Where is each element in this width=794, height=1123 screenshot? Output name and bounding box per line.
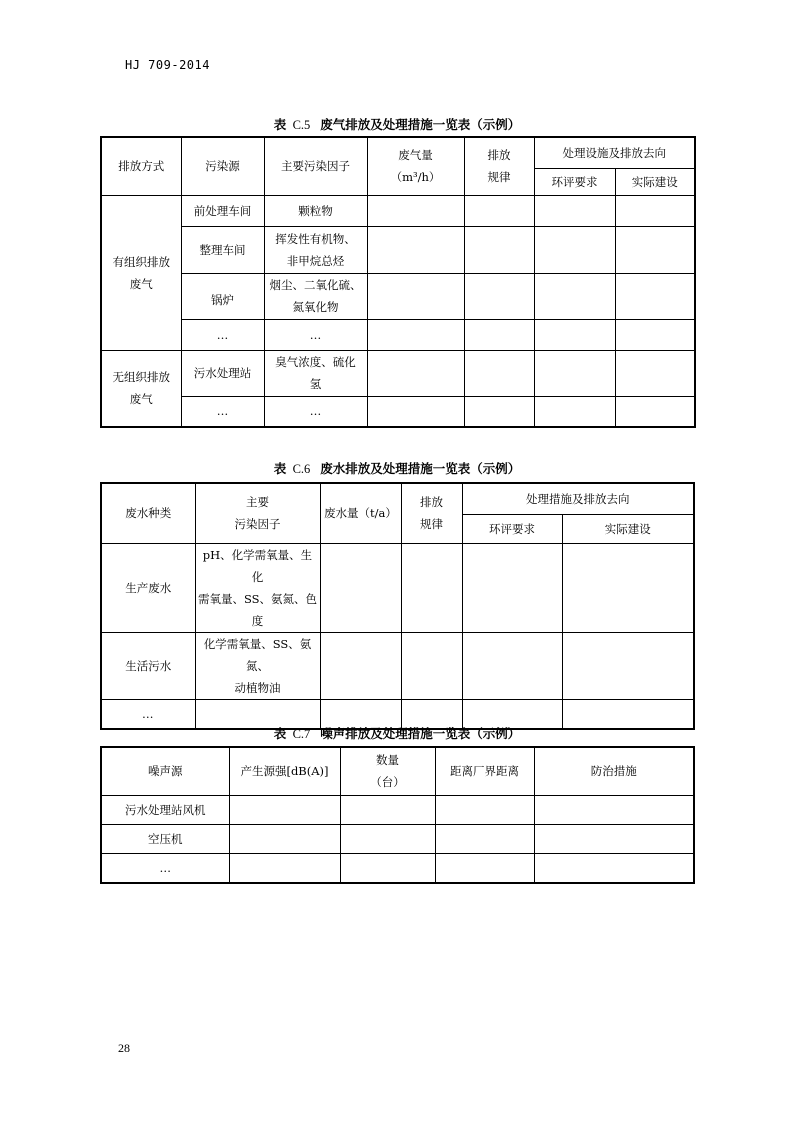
- table-c6-caption: [0, 459, 794, 477]
- caption-title: 噪声排放及处理措施一览表（示例）: [320, 726, 521, 741]
- cell-factor: [195, 543, 320, 632]
- cell-source: 污水处理站风机: [101, 795, 229, 824]
- table-c5-caption: [0, 115, 794, 133]
- table-row: [101, 226, 695, 273]
- table-row: [101, 273, 695, 319]
- caption-title: 废水排放及处理措施一览表（示例）: [320, 461, 521, 476]
- cell-factor: …: [264, 319, 367, 350]
- cell-empty: [534, 853, 694, 883]
- page-number: 28: [118, 1041, 130, 1055]
- cell-empty: [435, 853, 534, 883]
- group-fugitive: [101, 350, 181, 427]
- cell-empty: [367, 273, 464, 319]
- cell-empty: [340, 853, 435, 883]
- cell-factor: [195, 632, 320, 699]
- header-count-line2: （台）: [370, 775, 405, 790]
- cell-source: 污水处理站: [181, 350, 264, 396]
- group-organized-line2: 废气: [129, 276, 153, 291]
- header-source: 污染源: [181, 137, 264, 195]
- header-factor-line1: 主要: [246, 495, 269, 510]
- cell-empty: [615, 396, 695, 427]
- header-factor: 主要污染因子: [264, 137, 367, 195]
- header-rule-line2: 规律: [487, 170, 511, 185]
- table-c7-caption: [0, 724, 794, 742]
- header-measures: 防治措施: [534, 747, 694, 795]
- header-actual: 实际建设: [562, 514, 694, 543]
- header-rule: [401, 483, 462, 543]
- cell-source: …: [181, 396, 264, 427]
- cell-empty: [435, 795, 534, 824]
- header-volume-line2: （m³/h）: [390, 170, 441, 185]
- cell-empty: [320, 632, 401, 699]
- cell-type: 生产废水: [101, 543, 195, 632]
- cell-empty: [229, 853, 340, 883]
- header-mode: 排放方式: [101, 137, 181, 195]
- table-row: [101, 795, 694, 824]
- cell-empty: [367, 350, 464, 396]
- header-source: 噪声源: [101, 747, 229, 795]
- header-actual: 实际建设: [615, 168, 695, 195]
- cell-empty: [367, 195, 464, 226]
- cell-empty: [320, 543, 401, 632]
- cell-empty: [562, 632, 694, 699]
- cell-factor-line3: 度: [251, 613, 264, 628]
- cell-empty: [534, 795, 694, 824]
- caption-number: C.7: [292, 727, 311, 741]
- cell-empty: [367, 396, 464, 427]
- caption-label: 表: [273, 117, 287, 132]
- cell-source: 空压机: [101, 824, 229, 853]
- cell-type: 生活污水: [101, 632, 195, 699]
- cell-factor-line1: pH、化学需氧量、生化: [202, 547, 313, 584]
- cell-factor-line2: 需氧量、SS、氨氮、色: [197, 591, 318, 606]
- header-volume: 废水量（t/a）: [320, 483, 401, 543]
- header-distance: 距离厂界距离: [435, 747, 534, 795]
- table-c7: [100, 746, 695, 884]
- header-rule-line2: 规律: [420, 517, 443, 532]
- header-factor: [195, 483, 320, 543]
- cell-empty: [435, 824, 534, 853]
- cell-empty: [615, 195, 695, 226]
- table-row: [101, 543, 694, 632]
- cell-factor-line1: 烟尘、二氧化硫、: [269, 278, 362, 292]
- cell-empty: [615, 319, 695, 350]
- table-c5: [100, 136, 696, 428]
- caption-label: 表: [273, 726, 287, 741]
- header-rule-line1: 排放: [420, 495, 443, 510]
- cell-empty: [229, 795, 340, 824]
- cell-empty: [534, 824, 694, 853]
- table-row: [101, 853, 694, 883]
- cell-factor: [264, 273, 367, 319]
- cell-empty: [615, 273, 695, 319]
- header-factor-line2: 污染因子: [234, 517, 281, 532]
- cell-source-text: 锅炉: [211, 293, 234, 307]
- cell-empty: [464, 226, 534, 273]
- caption-label: 表: [273, 461, 287, 476]
- group-fugitive-line2: 废气: [129, 392, 153, 407]
- cell-factor: 颗粒物: [264, 195, 367, 226]
- header-eia: 环评要求: [462, 514, 562, 543]
- cell-empty: [367, 319, 464, 350]
- cell-empty: [462, 632, 562, 699]
- table-row: [101, 319, 695, 350]
- table-row: [101, 824, 694, 853]
- cell-source: 整理车间: [181, 226, 264, 273]
- group-fugitive-line1: 无组织排放: [112, 370, 170, 385]
- cell-empty: [464, 396, 534, 427]
- cell-empty: [464, 195, 534, 226]
- header-volume-line1: 废气量: [398, 148, 433, 163]
- cell-empty: [534, 319, 615, 350]
- header-type: 废水种类: [101, 483, 195, 543]
- cell-empty: [534, 273, 615, 319]
- cell-factor-line1: 臭气浓度、硫化: [275, 355, 356, 369]
- caption-number: C.6: [292, 462, 311, 476]
- cell-empty: [464, 273, 534, 319]
- header-volume: [367, 137, 464, 195]
- header-eia: 环评要求: [534, 168, 615, 195]
- caption-number: C.5: [292, 118, 311, 132]
- cell-empty: [367, 226, 464, 273]
- cell-empty: [462, 543, 562, 632]
- cell-empty: [615, 226, 695, 273]
- cell-empty: [534, 195, 615, 226]
- header-count-line1: 数量: [376, 753, 399, 768]
- header-rule-line1: 排放: [487, 148, 511, 163]
- cell-empty: [464, 350, 534, 396]
- header-rule: [464, 137, 534, 195]
- cell-source: …: [181, 319, 264, 350]
- header-strength: 产生源强[dB(A)]: [229, 747, 340, 795]
- cell-source: …: [101, 853, 229, 883]
- cell-empty: [534, 226, 615, 273]
- table-row: [101, 195, 695, 226]
- cell-factor-line2: 动植物油: [234, 680, 281, 695]
- cell-factor-line2: 氢: [309, 377, 322, 391]
- header-measures: 处理措施及排放去向: [462, 483, 694, 514]
- cell-empty: [340, 824, 435, 853]
- cell-empty: [615, 350, 695, 396]
- cell-empty: [464, 319, 534, 350]
- cell-empty: [562, 543, 694, 632]
- cell-source: [181, 273, 264, 319]
- group-organized-line1: 有组织排放: [112, 254, 170, 269]
- cell-empty: [534, 396, 615, 427]
- cell-factor-line2: 氮氧化物: [292, 300, 339, 314]
- table-row: [101, 350, 695, 396]
- cell-empty: [401, 543, 462, 632]
- caption-title: 废气排放及处理措施一览表（示例）: [320, 117, 521, 132]
- cell-type: …: [101, 699, 195, 729]
- group-organized: [101, 195, 181, 350]
- cell-empty: [340, 795, 435, 824]
- cell-empty: [229, 824, 340, 853]
- cell-empty: [534, 350, 615, 396]
- cell-factor: …: [264, 396, 367, 427]
- table-row: [101, 396, 695, 427]
- document-header: HJ 709-2014: [125, 58, 210, 72]
- cell-factor-line2: 非甲烷总烃: [286, 253, 345, 268]
- header-count: [340, 747, 435, 795]
- cell-empty: [401, 632, 462, 699]
- cell-factor-line1: 挥发性有机物、: [275, 231, 356, 246]
- table-c6: [100, 482, 695, 730]
- cell-factor-line1: 化学需氧量、SS、氨氮、: [203, 636, 312, 673]
- cell-factor: [264, 350, 367, 396]
- cell-factor: [264, 226, 367, 273]
- cell-source: 前处理车间: [181, 195, 264, 226]
- header-measures: 处理设施及排放去向: [534, 137, 695, 168]
- table-row: [101, 632, 694, 699]
